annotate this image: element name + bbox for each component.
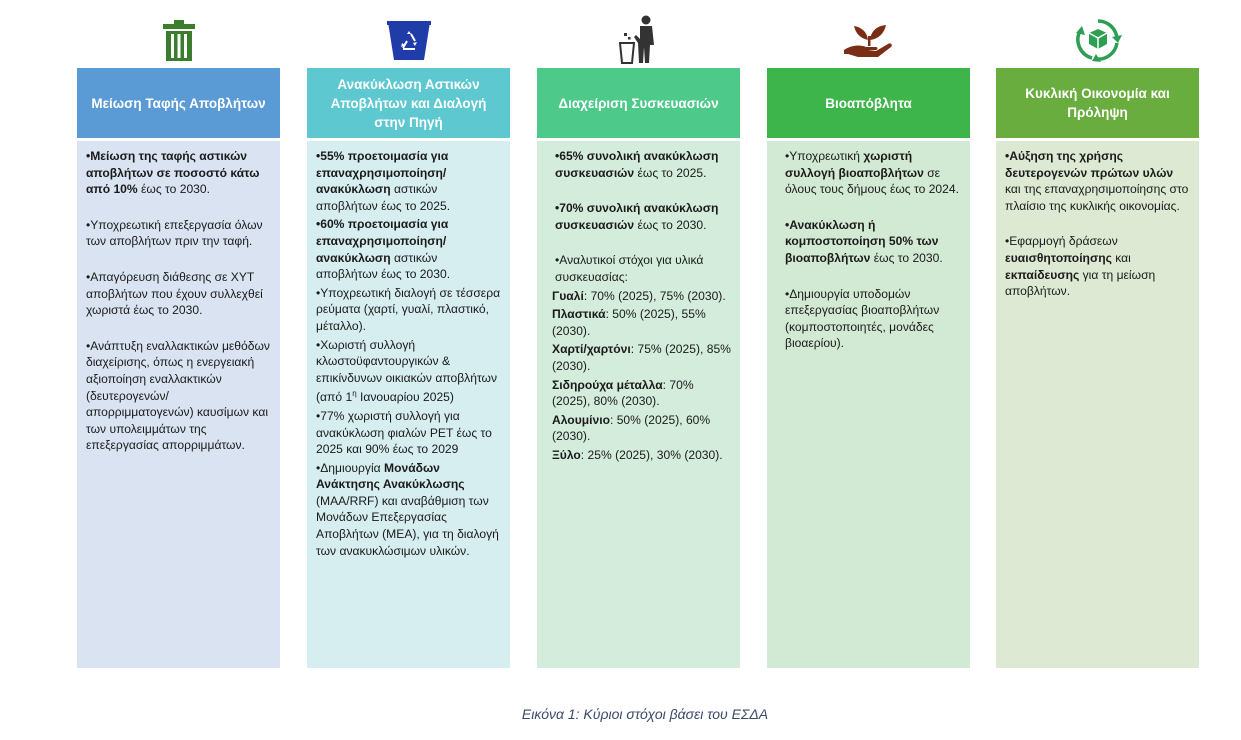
column-body (996, 141, 1199, 668)
column-body (767, 141, 970, 668)
list-item: Γυαλί: 70% (2025), 75% (2030). (552, 288, 726, 303)
recycle-bin-icon (386, 18, 432, 62)
column-title: Μείωση Ταφής Αποβλήτων (77, 68, 280, 138)
list-item: •55% προετοιμασία για επαναχρησιμοποίηση/ανακύκλωση αστικών αποβλήτων έως το 2025. (316, 149, 451, 213)
person-disposing-icon (616, 15, 662, 65)
list-item: Ξύλο: 25% (2025), 30% (2030). (552, 447, 723, 462)
circular-economy-icon (1074, 17, 1122, 63)
list-item: •Ανακύκλωση ή κομποστοποίηση 50% των βιοαποβλήτων έως το 2030. (785, 217, 943, 265)
list-item: •Εφαρμογή δράσεων ευαισθητοποίησης και εκπαίδευσης για τη μείωση αποβλήτων. (1005, 234, 1156, 299)
list-item: •Αναλυτικοί στόχοι για υλικά συσκευασίας: (555, 253, 704, 284)
column-title: Διαχείριση Συσκευασιών (537, 68, 740, 138)
trash-bin-icon (161, 18, 197, 62)
list-item: Πλαστικά: 50% (2025), 55% (2030). (552, 307, 706, 338)
column-title: Βιοαπόβλητα (767, 68, 970, 138)
hand-plant-icon (842, 20, 896, 60)
list-item: •77% χωριστή συλλογή για ανακύκλωση φιαλών PET έως το 2025 και 90% έως το 2029 (316, 408, 492, 457)
list-item: •Μείωση της ταφής αστικών αποβλήτων σε ποσοστό κάτω από 10% έως το 2030. (86, 149, 260, 197)
column-body (537, 141, 740, 668)
column-body (77, 141, 280, 668)
list-item: •Χωριστή συλλογή κλωστοϋφαντουργικών & επικίνδυνων οικιακών αποβλήτων (από $1^\eta$ Ιανουαρίου 2025) (316, 337, 498, 405)
list-item: Αλουμίνιο: 50% (2025), 60% (2030). (552, 412, 711, 444)
list-item: •70% συνολική ανακύκλωση συσκευασιών έως το 2030. (555, 201, 719, 232)
list-item: •Απαγόρευση διάθεσης σε ΧΥΤ αποβλήτων που έχουν συλλεχθεί χωριστά έως το 2030. (86, 269, 263, 318)
list-item: Σιδηρούχα μέταλλα: 70% (2025), 80% (2030). (552, 377, 694, 409)
list-item: •Δημιουργία υποδομών επεξεργασίας βιοαποβλήτων (κομποστοποιητές, μονάδες βιοαερίου). (785, 286, 940, 351)
list-item: •Υποχρεωτική διαλογή σε τέσσερα ρεύματα (χαρτί, γυαλί, πλαστικό, μέταλλο). (316, 285, 501, 333)
list-item: •60% προετοιμασία για επαναχρησιμοποίηση/ανακύκλωση αστικών αποβλήτων έως το 2030. (316, 217, 451, 282)
list-item: •Ανάπτυξη εναλλακτικών μεθόδων διαχείρισης, όπως η ενεργειακή αξιοποίηση εναλλακτικών (δευτερογενών/απορριμματογενών) καυσίμων και των υπολειμμάτων της επεξεργασίας απορριμμάτων. (86, 338, 270, 453)
list-item: •Δημιουργία Μονάδων Ανάκτησης Ανακύκλωσης (ΜΑΑ/RRF) και αναβάθμιση των Μονάδων Επεξεργασίας Αποβλήτων (ΜΕΑ), για τη διαλογή των ανακυκλώσιμων υλικών. (316, 460, 499, 558)
figure-caption: Εικόνα 1: Κύριοι στόχοι βάσει του ΕΣΔΑ (521, 706, 769, 722)
column-title: Κυκλική Οικονομία και Πρόληψη (996, 68, 1199, 138)
column-body (307, 141, 510, 668)
list-item: •Αύξηση της χρήσης δευτερογενών πρώτων υλών και της επαναχρησιμοποίησης στο πλαίσιο της κυκλικής οικονομίας. (1005, 149, 1189, 213)
list-item: Χαρτί/χαρτόνι: 75% (2025), 85% (2030). (552, 342, 731, 373)
list-item: •Υποχρεωτική επεξεργασία όλων των αποβλήτων πριν την ταφή. (86, 217, 263, 249)
column-title: Ανακύκλωση Αστικών Αποβλήτων και Διαλογή στην Πηγή (307, 68, 510, 138)
list-item: •Υποχρεωτική χωριστή συλλογή βιοαποβλήτων σε όλους τους δήμους έως το 2024. (785, 149, 959, 197)
list-item: •65% συνολική ανακύκλωση συσκευασιών έως το 2025. (555, 149, 719, 180)
